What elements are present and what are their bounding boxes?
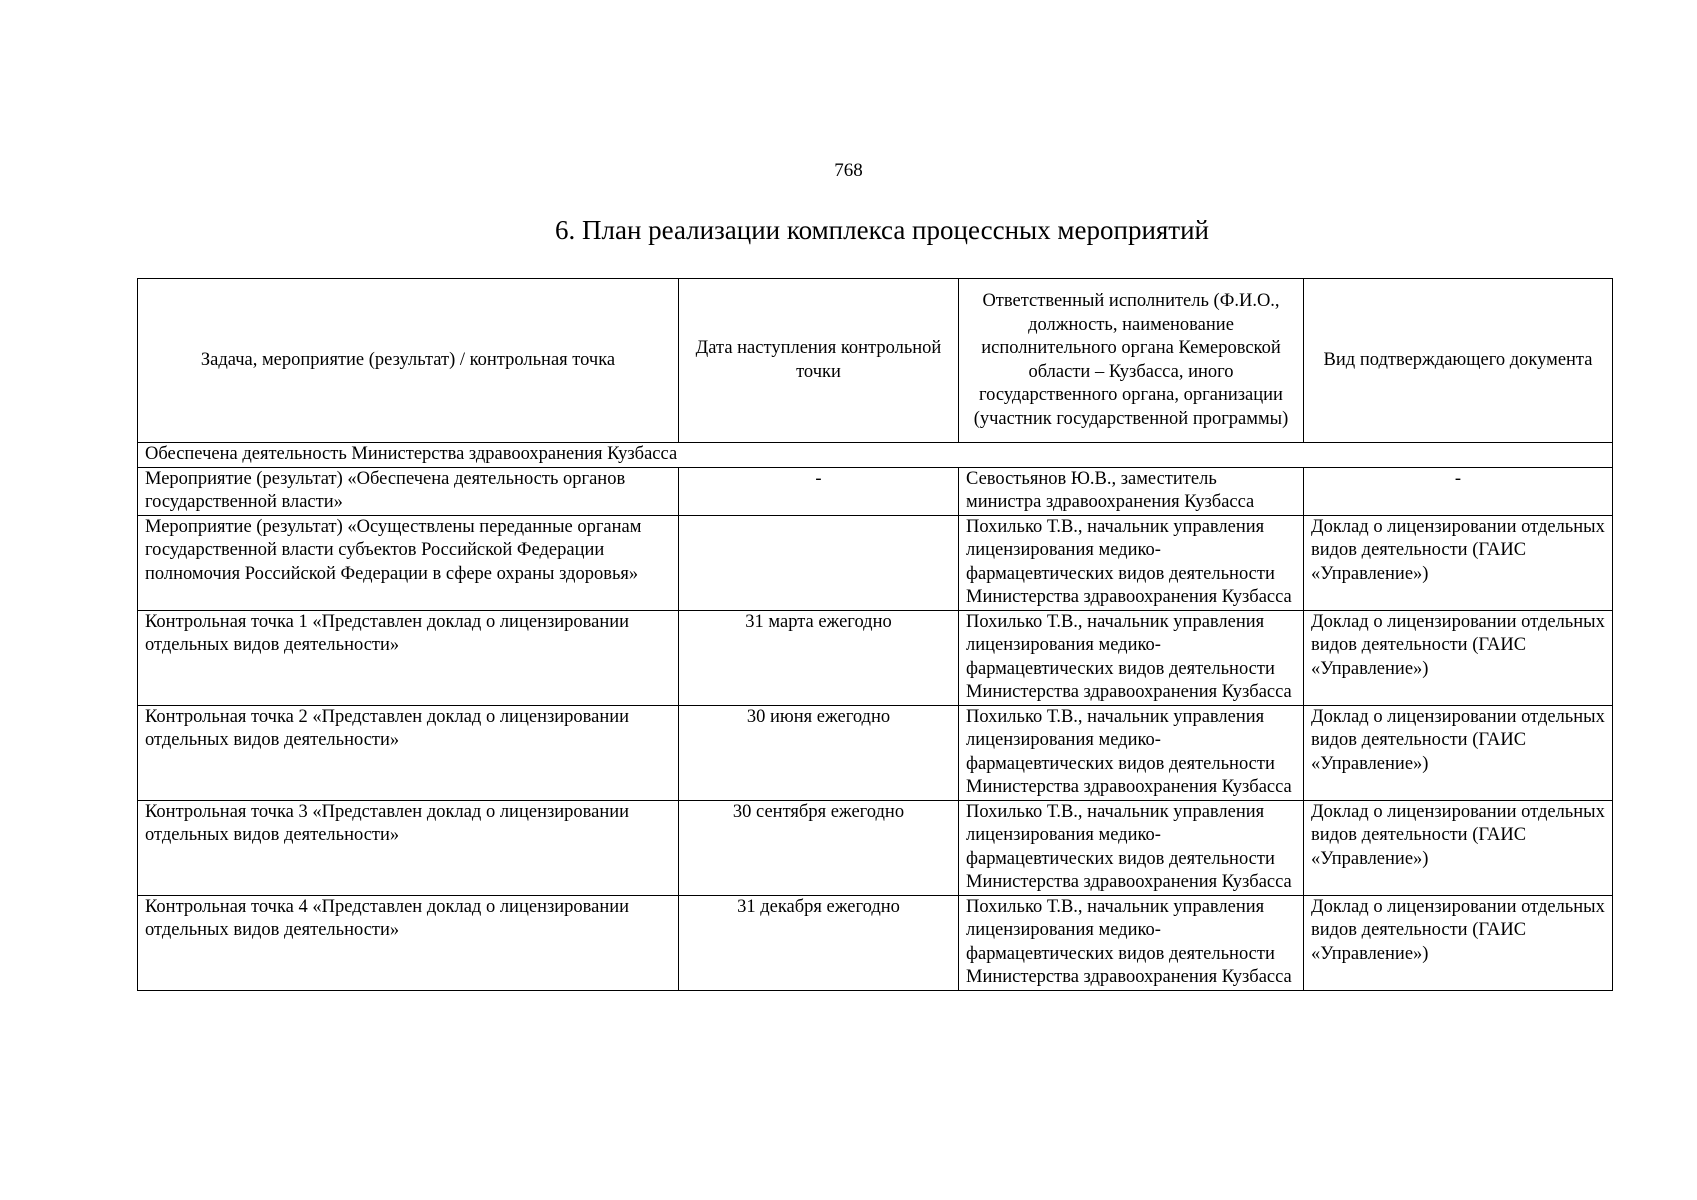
table-header-row: [138, 279, 1613, 443]
header-task: Задача, мероприятие (результат) / контрольная точка: [138, 279, 679, 443]
cell-executor: Похилько Т.В., начальник управления лицензирования медико-фармацевтических видов деятельности Министерства здравоохранения Кузбасса: [959, 705, 1304, 800]
cell-document: Доклад о лицензировании отдельных видов деятельности (ГАИС «Управление»): [1304, 705, 1613, 800]
cell-date: [679, 515, 959, 610]
section-row: [138, 443, 1613, 468]
cell-task: Контрольная точка 1 «Представлен доклад о лицензировании отдельных видов деятельности»: [138, 610, 679, 705]
cell-task: Контрольная точка 4 «Представлен доклад о лицензировании отдельных видов деятельности»: [138, 895, 679, 990]
header-document: Вид подтверждающего документа: [1304, 279, 1613, 443]
cell-date: 30 июня ежегодно: [679, 705, 959, 800]
table-row: [138, 895, 1613, 990]
cell-executor: Севостьянов Ю.В., заместитель министра здравоохранения Кузбасса: [959, 467, 1304, 515]
cell-executor: Похилько Т.В., начальник управления лицензирования медико-фармацевтических видов деятельности Министерства здравоохранения Кузбасса: [959, 610, 1304, 705]
cell-task: Контрольная точка 2 «Представлен доклад о лицензировании отдельных видов деятельности»: [138, 705, 679, 800]
cell-task: Мероприятие (результат) «Осуществлены переданные органам государственной власти субъектов Российской Федерации полномочия Российской Федерации в сфере охраны здоровья»: [138, 515, 679, 610]
cell-executor: Похилько Т.В., начальник управления лицензирования медико-фармацевтических видов деятельности Министерства здравоохранения Кузбасса: [959, 800, 1304, 895]
header-executor: Ответственный исполнитель (Ф.И.О., должность, наименование исполнительного органа Кемеровской области – Кузбасса, иного государственного органа, организации (участник государственной программы): [959, 279, 1304, 443]
cell-date: -: [679, 467, 959, 515]
table-row: [138, 800, 1613, 895]
cell-task: Контрольная точка 3 «Представлен доклад о лицензировании отдельных видов деятельности»: [138, 800, 679, 895]
table-row: [138, 467, 1613, 515]
cell-document: Доклад о лицензировании отдельных видов деятельности (ГАИС «Управление»): [1304, 895, 1613, 990]
cell-task: Мероприятие (результат) «Обеспечена деятельность органов государственной власти»: [138, 467, 679, 515]
plan-table: [137, 278, 1613, 991]
cell-document: -: [1304, 467, 1613, 515]
table-row: [138, 610, 1613, 705]
cell-executor: Похилько Т.В., начальник управления лицензирования медико-фармацевтических видов деятельности Министерства здравоохранения Кузбасса: [959, 515, 1304, 610]
table-row: [138, 705, 1613, 800]
cell-executor: Похилько Т.В., начальник управления лицензирования медико-фармацевтических видов деятельности Министерства здравоохранения Кузбасса: [959, 895, 1304, 990]
section-title: Обеспечена деятельность Министерства здравоохранения Кузбасса: [138, 443, 1613, 468]
cell-document: Доклад о лицензировании отдельных видов деятельности (ГАИС «Управление»): [1304, 800, 1613, 895]
cell-date: 31 декабря ежегодно: [679, 895, 959, 990]
cell-date: 31 марта ежегодно: [679, 610, 959, 705]
table-row: [138, 515, 1613, 610]
cell-date: 30 сентября ежегодно: [679, 800, 959, 895]
cell-document: Доклад о лицензировании отдельных видов деятельности (ГАИС «Управление»): [1304, 515, 1613, 610]
page-number: 768: [834, 160, 863, 181]
header-date: Дата наступления контрольной точки: [679, 279, 959, 443]
cell-document: Доклад о лицензировании отдельных видов деятельности (ГАИС «Управление»): [1304, 610, 1613, 705]
page-title: 6. План реализации комплекса процессных мероприятий: [554, 215, 1210, 245]
